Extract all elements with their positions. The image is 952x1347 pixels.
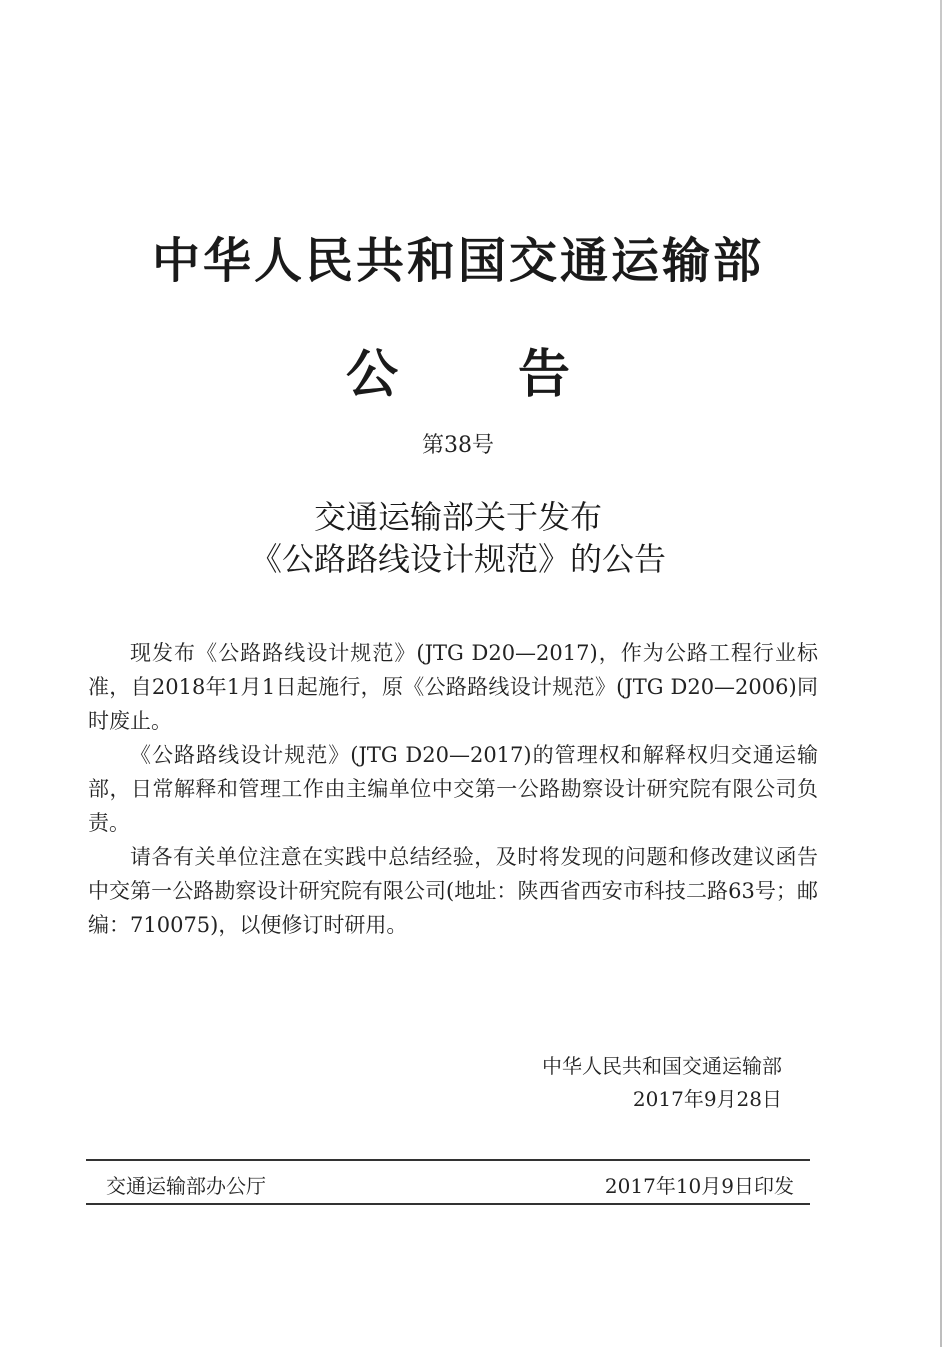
- signature-organization: 中华人民共和国交通运输部: [542, 1054, 782, 1078]
- announcement-body: [88, 636, 818, 942]
- issuing-authority-title: 中华人民共和国交通运输部: [151, 233, 764, 289]
- body-paragraph-2: 《公路路线设计规范》(JTG D20—2017)的管理权和解释权归交通运输部，日常解释和管理工作由主编单位中交第一公路勘察设计研究院有限公司负责。: [88, 743, 818, 835]
- subject-line-1: 交通运输部关于发布: [313, 498, 602, 536]
- document-type-heading: 公告: [345, 344, 690, 405]
- footer-bottom-rule: [86, 1203, 810, 1205]
- body-paragraph-1: 现发布《公路路线设计规范》(JTG D20—2017)，作为公路工程行业标准，自2018年1月1日起施行，原《公路路线设计规范》(JTG D20—2006)同时废止。: [88, 641, 818, 733]
- footer-issue-date: 2017年10月9日印发: [604, 1174, 794, 1198]
- announcement-subject: [0, 496, 916, 580]
- subject-line-2: 《公路路线设计规范》的公告: [249, 540, 666, 578]
- footer-top-rule: [86, 1159, 810, 1161]
- signature-block: [542, 1050, 782, 1116]
- document-number: 第38号: [422, 433, 494, 458]
- signature-date: 2017年9月28日: [632, 1087, 782, 1111]
- body-paragraph-3: 请各有关单位注意在实践中总结经验，及时将发现的问题和修改建议函告中交第一公路勘察设计研究院有限公司(地址：陕西省西安市科技二路63号；邮编：710075)，以便修订时研用。: [88, 845, 818, 937]
- footer-issuer: 交通运输部办公厅: [106, 1174, 266, 1198]
- page-edge-shadow: [940, 0, 942, 1347]
